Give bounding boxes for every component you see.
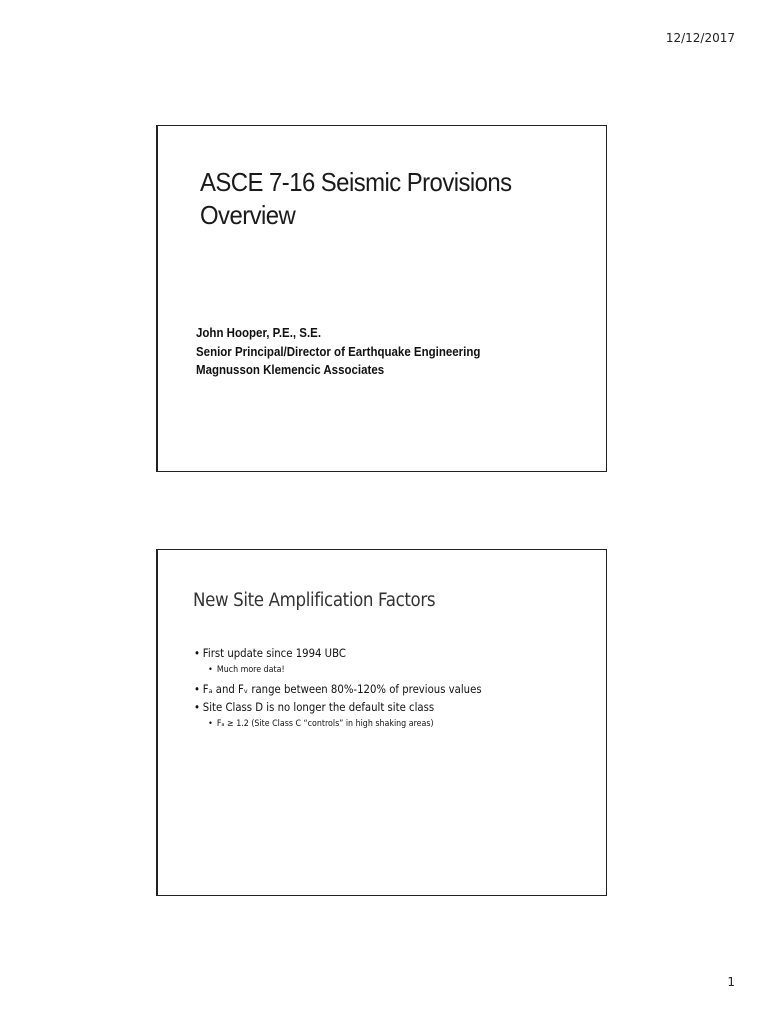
slide-1 — [157, 125, 607, 472]
page-number: 1 — [727, 975, 735, 989]
bullet-icon: • — [194, 700, 200, 714]
bullet-icon: • — [208, 665, 213, 675]
sub-bullet-item: • Fₐ ≥ 1.2 (Site Class C “controls” in high shaking areas) — [208, 719, 434, 729]
bullet-item: • Fₐ and Fᵥ range between 80%-120% of previous values — [194, 682, 482, 696]
author-company: Magnusson Klemencic Associates — [196, 363, 385, 377]
bullet-icon: • — [194, 646, 200, 660]
slide-1-author-block — [196, 324, 564, 380]
slide-2-bullet-list — [194, 646, 546, 736]
bullet-item: • First update since 1994 UBC — [194, 646, 346, 660]
sub-bullet-item: • Much more data! — [208, 665, 285, 675]
bullet-item: • Site Class D is no longer the default site class — [194, 700, 435, 714]
page-date: 12/12/2017 — [665, 31, 735, 45]
slide-2 — [157, 549, 607, 896]
author-name: John Hooper, P.E., S.E. — [196, 326, 322, 340]
bullet-icon: • — [194, 682, 200, 696]
bullet-icon: • — [208, 719, 213, 729]
author-position: Senior Principal/Director of Earthquake Engineering — [196, 344, 481, 359]
slide-1-title: ASCE 7-16 Seismic Provisions Overview — [200, 167, 512, 230]
slide-2-title: New Site Amplification Factors — [193, 590, 436, 611]
